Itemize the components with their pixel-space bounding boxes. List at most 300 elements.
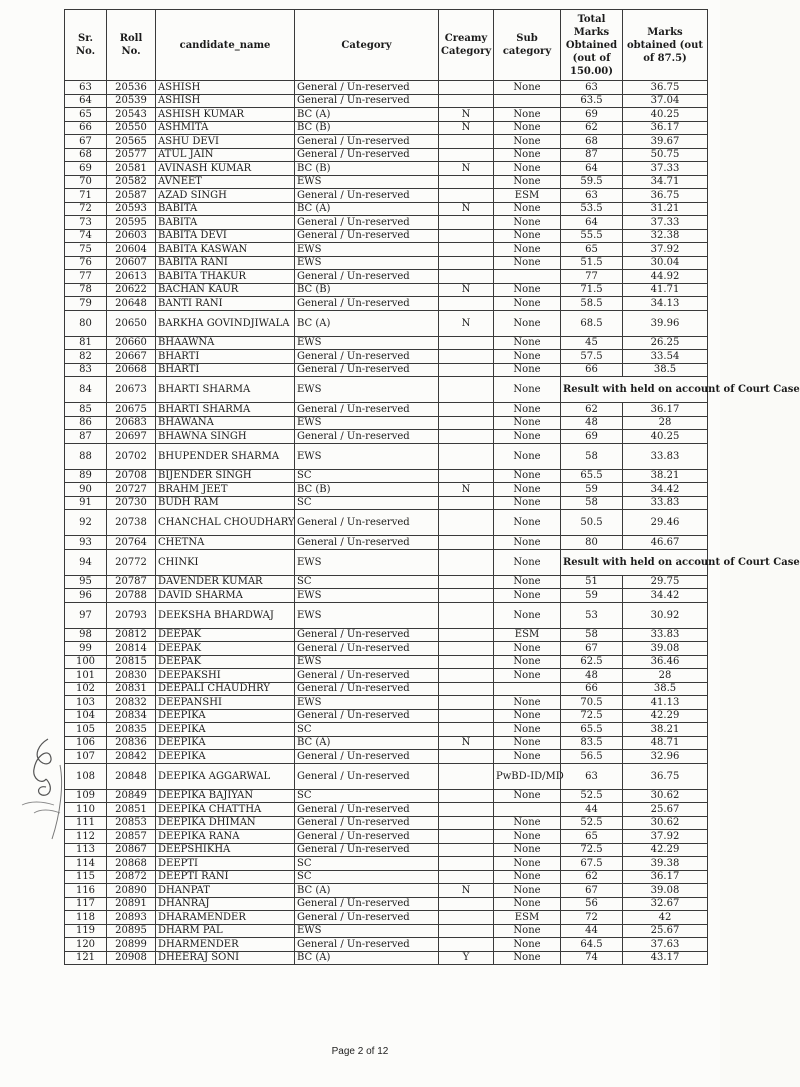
cell-sr: 101 [65, 669, 107, 683]
cell-name: ASHISH KUMAR [156, 108, 295, 122]
cell-sr: 121 [65, 951, 107, 965]
table-row [65, 297, 708, 311]
cell-creamy [439, 589, 494, 603]
cell-name: BHUPENDER SHARMA [156, 443, 295, 469]
cell-creamy [439, 628, 494, 642]
cell-roll: 20675 [107, 403, 156, 417]
cell-sub: None [494, 243, 561, 257]
cell-category: EWS [295, 549, 439, 575]
cell-sub: None [494, 283, 561, 297]
cell-sub: None [494, 256, 561, 270]
cell-marks: 42 [623, 911, 708, 925]
cell-category: EWS [295, 416, 439, 430]
cell-sr: 96 [65, 589, 107, 603]
cell-category: General / Un-reserved [295, 843, 439, 857]
cell-category: EWS [295, 256, 439, 270]
cell-marks: 46.67 [623, 536, 708, 550]
cell-roll: 20891 [107, 897, 156, 911]
cell-name: DEEPAK [156, 655, 295, 669]
cell-sr: 102 [65, 682, 107, 696]
cell-creamy [439, 655, 494, 669]
cell-total: 50.5 [561, 510, 623, 536]
cell-sr: 88 [65, 443, 107, 469]
cell-sr: 118 [65, 911, 107, 925]
cell-sub: None [494, 789, 561, 803]
table-row [65, 377, 708, 403]
cell-creamy [439, 763, 494, 789]
table-row [65, 243, 708, 257]
cell-category: BC (A) [295, 310, 439, 336]
cell-roll: 20814 [107, 642, 156, 656]
cell-roll: 20835 [107, 723, 156, 737]
cell-category: General / Un-reserved [295, 94, 439, 108]
cell-total: 56.5 [561, 750, 623, 764]
cell-sr: 104 [65, 709, 107, 723]
cell-marks: 36.75 [623, 763, 708, 789]
cell-sub: None [494, 202, 561, 216]
cell-category: SC [295, 870, 439, 884]
cell-category: SC [295, 469, 439, 483]
cell-sub: None [494, 602, 561, 628]
table-row [65, 283, 708, 297]
cell-category: EWS [295, 243, 439, 257]
cell-held-notice: Result with held on account of Court Case [561, 377, 708, 403]
cell-category: General / Un-reserved [295, 911, 439, 925]
cell-name: BABITA RANI [156, 256, 295, 270]
cell-roll: 20868 [107, 857, 156, 871]
cell-sub: None [494, 403, 561, 417]
cell-roll: 20895 [107, 924, 156, 938]
cell-sub: ESM [494, 911, 561, 925]
cell-sub: None [494, 363, 561, 377]
cell-sub: None [494, 750, 561, 764]
cell-sr: 81 [65, 336, 107, 350]
cell-roll: 20595 [107, 216, 156, 230]
cell-roll: 20899 [107, 938, 156, 952]
cell-creamy [439, 750, 494, 764]
cell-roll: 20832 [107, 696, 156, 710]
cell-name: BHARTI [156, 350, 295, 364]
cell-roll: 20603 [107, 229, 156, 243]
cell-sub: None [494, 297, 561, 311]
cell-marks: 38.5 [623, 363, 708, 377]
cell-marks: 30.62 [623, 816, 708, 830]
cell-sr: 83 [65, 363, 107, 377]
cell-total: 51.5 [561, 256, 623, 270]
table-row [65, 682, 708, 696]
cell-creamy [439, 135, 494, 149]
cell-marks: 37.04 [623, 94, 708, 108]
cell-creamy: N [439, 736, 494, 750]
cell-creamy [439, 175, 494, 189]
cell-sr: 117 [65, 897, 107, 911]
cell-name: DAVID SHARMA [156, 589, 295, 603]
cell-name: DEEPIKA CHATTHA [156, 803, 295, 817]
cell-name: AVINASH KUMAR [156, 162, 295, 176]
cell-name: DEEPAK [156, 628, 295, 642]
results-table [64, 9, 800, 965]
cell-name: BIJENDER SINGH [156, 469, 295, 483]
cell-sub: None [494, 830, 561, 844]
cell-category: General / Un-reserved [295, 189, 439, 203]
header-name: candidate_name [156, 10, 295, 81]
cell-sub: None [494, 496, 561, 510]
cell-name: DEEPSHIKHA [156, 843, 295, 857]
table-row [65, 189, 708, 203]
cell-category: General / Un-reserved [295, 135, 439, 149]
cell-category: General / Un-reserved [295, 297, 439, 311]
table-row [65, 363, 708, 377]
cell-sub: ESM [494, 628, 561, 642]
cell-sub: None [494, 310, 561, 336]
cell-sub: None [494, 175, 561, 189]
cell-marks: 38.21 [623, 469, 708, 483]
table-row [65, 430, 708, 444]
cell-creamy [439, 94, 494, 108]
cell-total: 58.5 [561, 297, 623, 311]
cell-category: EWS [295, 696, 439, 710]
cell-name: DEEPIKA BAJIYAN [156, 789, 295, 803]
cell-sub: None [494, 696, 561, 710]
cell-creamy [439, 270, 494, 284]
cell-roll: 20730 [107, 496, 156, 510]
cell-name: DEEPANSHI [156, 696, 295, 710]
cell-roll: 20853 [107, 816, 156, 830]
table-row [65, 403, 708, 417]
cell-name: BABITA KASWAN [156, 243, 295, 257]
cell-marks: 36.17 [623, 870, 708, 884]
cell-category: BC (A) [295, 884, 439, 898]
cell-category: General / Un-reserved [295, 682, 439, 696]
table-row [65, 628, 708, 642]
cell-marks: 32.38 [623, 229, 708, 243]
cell-creamy [439, 363, 494, 377]
table-row [65, 270, 708, 284]
cell-sr: 107 [65, 750, 107, 764]
cell-sr: 91 [65, 496, 107, 510]
cell-sub: None [494, 897, 561, 911]
cell-sub: None [494, 148, 561, 162]
cell-category: BC (B) [295, 483, 439, 497]
cell-sr: 76 [65, 256, 107, 270]
cell-name: DEEPIKA DHIMAN [156, 816, 295, 830]
cell-sub: None [494, 483, 561, 497]
cell-total: 44 [561, 924, 623, 938]
cell-roll: 20787 [107, 575, 156, 589]
table-row [65, 81, 708, 95]
cell-name: BARKHA GOVINDJIWALA [156, 310, 295, 336]
cell-sub [494, 270, 561, 284]
cell-marks: 38.5 [623, 682, 708, 696]
cell-marks: 37.33 [623, 162, 708, 176]
cell-creamy [439, 256, 494, 270]
cell-total: 58 [561, 496, 623, 510]
cell-name: DEEPIKA [156, 723, 295, 737]
cell-roll: 20613 [107, 270, 156, 284]
cell-sub: None [494, 816, 561, 830]
cell-name: ATUL JAIN [156, 148, 295, 162]
cell-total: 63.5 [561, 94, 623, 108]
table-row [65, 216, 708, 230]
cell-total: 70.5 [561, 696, 623, 710]
cell-name: DEEPTI RANI [156, 870, 295, 884]
table-row [65, 897, 708, 911]
table-row [65, 469, 708, 483]
cell-marks: 36.17 [623, 403, 708, 417]
table-row [65, 843, 708, 857]
cell-marks: 39.67 [623, 135, 708, 149]
table-row [65, 94, 708, 108]
cell-name: DEEKSHA BHARDWAJ [156, 602, 295, 628]
cell-name: BANTI RANI [156, 297, 295, 311]
cell-total: 58 [561, 443, 623, 469]
cell-sr: 68 [65, 148, 107, 162]
table-row [65, 911, 708, 925]
cell-category: SC [295, 857, 439, 871]
cell-sub: None [494, 736, 561, 750]
cell-roll: 20848 [107, 763, 156, 789]
cell-creamy [439, 843, 494, 857]
cell-total: 65 [561, 830, 623, 844]
header-category: Category [295, 10, 439, 81]
cell-creamy [439, 696, 494, 710]
cell-marks: 33.83 [623, 628, 708, 642]
table-row [65, 655, 708, 669]
table-row [65, 483, 708, 497]
cell-creamy [439, 682, 494, 696]
cell-sr: 105 [65, 723, 107, 737]
cell-sr: 112 [65, 830, 107, 844]
cell-category: EWS [295, 655, 439, 669]
cell-marks: 28 [623, 669, 708, 683]
cell-category: EWS [295, 589, 439, 603]
cell-name: DHEERAJ SONI [156, 951, 295, 965]
cell-marks: 26.25 [623, 336, 708, 350]
cell-sr: 72 [65, 202, 107, 216]
cell-total: 72.5 [561, 709, 623, 723]
header-sub: Sub category [494, 10, 561, 81]
cell-sr: 95 [65, 575, 107, 589]
cell-creamy [439, 377, 494, 403]
cell-creamy [439, 243, 494, 257]
cell-marks: 39.38 [623, 857, 708, 871]
cell-roll: 20842 [107, 750, 156, 764]
cell-sub: None [494, 336, 561, 350]
table-row [65, 696, 708, 710]
cell-category: EWS [295, 175, 439, 189]
cell-sub: None [494, 575, 561, 589]
cell-sub: None [494, 655, 561, 669]
cell-sub: None [494, 938, 561, 952]
table-row [65, 443, 708, 469]
cell-roll: 20849 [107, 789, 156, 803]
cell-category: BC (A) [295, 736, 439, 750]
cell-sr: 106 [65, 736, 107, 750]
cell-category: BC (A) [295, 108, 439, 122]
cell-marks: 33.83 [623, 496, 708, 510]
cell-name: AZAD SINGH [156, 189, 295, 203]
cell-sr: 108 [65, 763, 107, 789]
cell-roll: 20543 [107, 108, 156, 122]
cell-marks: 36.75 [623, 81, 708, 95]
table-row [65, 642, 708, 656]
table-row [65, 148, 708, 162]
cell-roll: 20622 [107, 283, 156, 297]
cell-roll: 20836 [107, 736, 156, 750]
cell-total: 65.5 [561, 469, 623, 483]
table-row [65, 310, 708, 336]
cell-marks: 38.21 [623, 723, 708, 737]
cell-total: 55.5 [561, 229, 623, 243]
cell-category: General / Un-reserved [295, 803, 439, 817]
table-row [65, 938, 708, 952]
cell-name: DHARMENDER [156, 938, 295, 952]
cell-category: General / Un-reserved [295, 270, 439, 284]
cell-creamy [439, 830, 494, 844]
cell-sub: None [494, 469, 561, 483]
cell-name: ASHMITA [156, 121, 295, 135]
cell-category: SC [295, 496, 439, 510]
cell-name: BHAAWNA [156, 336, 295, 350]
cell-sub: None [494, 350, 561, 364]
cell-roll: 20607 [107, 256, 156, 270]
cell-sr: 87 [65, 430, 107, 444]
cell-name: BABITA THAKUR [156, 270, 295, 284]
table-row [65, 256, 708, 270]
cell-creamy [439, 575, 494, 589]
cell-marks: 28 [623, 416, 708, 430]
cell-sr: 109 [65, 789, 107, 803]
header-roll: Roll No. [107, 10, 156, 81]
cell-category: General / Un-reserved [295, 363, 439, 377]
cell-sub [494, 682, 561, 696]
table-row [65, 350, 708, 364]
cell-total: 68 [561, 135, 623, 149]
cell-name: DEEPIKA [156, 750, 295, 764]
cell-total: 62.5 [561, 655, 623, 669]
cell-roll: 20604 [107, 243, 156, 257]
table-row [65, 763, 708, 789]
cell-roll: 20581 [107, 162, 156, 176]
cell-name: DHARAMENDER [156, 911, 295, 925]
cell-sr: 103 [65, 696, 107, 710]
cell-roll: 20587 [107, 189, 156, 203]
cell-sr: 73 [65, 216, 107, 230]
cell-total: 69 [561, 430, 623, 444]
table-row [65, 229, 708, 243]
cell-sub: None [494, 443, 561, 469]
cell-sr: 114 [65, 857, 107, 871]
cell-sub: None [494, 536, 561, 550]
table-row [65, 121, 708, 135]
cell-category: General / Un-reserved [295, 628, 439, 642]
cell-name: BHARTI SHARMA [156, 403, 295, 417]
cell-creamy [439, 350, 494, 364]
cell-marks: 39.08 [623, 642, 708, 656]
cell-sr: 97 [65, 602, 107, 628]
cell-total: 67 [561, 884, 623, 898]
table-row [65, 108, 708, 122]
cell-creamy [439, 148, 494, 162]
cell-roll: 20668 [107, 363, 156, 377]
cell-marks: 37.33 [623, 216, 708, 230]
cell-total: 80 [561, 536, 623, 550]
cell-creamy [439, 816, 494, 830]
cell-creamy [439, 496, 494, 510]
cell-creamy: N [439, 108, 494, 122]
cell-sr: 110 [65, 803, 107, 817]
table-row [65, 175, 708, 189]
cell-roll: 20788 [107, 589, 156, 603]
cell-roll: 20565 [107, 135, 156, 149]
cell-creamy [439, 443, 494, 469]
cell-marks: 44.92 [623, 270, 708, 284]
cell-roll: 20536 [107, 81, 156, 95]
cell-category: SC [295, 789, 439, 803]
cell-total: 59.5 [561, 175, 623, 189]
cell-name: CHANCHAL CHOUDHARY [156, 510, 295, 536]
cell-total: 66 [561, 363, 623, 377]
page-footer: Page 2 of 12 [331, 1046, 389, 1057]
table-row [65, 135, 708, 149]
cell-category: General / Un-reserved [295, 350, 439, 364]
cell-roll: 20867 [107, 843, 156, 857]
cell-roll: 20857 [107, 830, 156, 844]
cell-total: 63 [561, 763, 623, 789]
cell-marks: 40.25 [623, 108, 708, 122]
cell-total: 77 [561, 270, 623, 284]
cell-category: General / Un-reserved [295, 938, 439, 952]
cell-total: 59 [561, 483, 623, 497]
cell-category: General / Un-reserved [295, 229, 439, 243]
cell-roll: 20812 [107, 628, 156, 642]
cell-roll: 20550 [107, 121, 156, 135]
cell-creamy [439, 536, 494, 550]
cell-creamy [439, 216, 494, 230]
table-row [65, 736, 708, 750]
cell-sub: None [494, 709, 561, 723]
cell-sr: 65 [65, 108, 107, 122]
table-row [65, 336, 708, 350]
cell-held-notice: Result with held on account of Court Case [561, 549, 708, 575]
cell-creamy [439, 416, 494, 430]
cell-marks: 33.83 [623, 443, 708, 469]
cell-sr: 63 [65, 81, 107, 95]
cell-creamy: N [439, 310, 494, 336]
cell-roll: 20660 [107, 336, 156, 350]
cell-sr: 98 [65, 628, 107, 642]
cell-sub: None [494, 723, 561, 737]
table-row [65, 589, 708, 603]
cell-total: 72.5 [561, 843, 623, 857]
cell-creamy: N [439, 283, 494, 297]
cell-total: 64 [561, 216, 623, 230]
cell-category: General / Un-reserved [295, 403, 439, 417]
cell-total: 83.5 [561, 736, 623, 750]
cell-name: CHETNA [156, 536, 295, 550]
cell-marks: 39.08 [623, 884, 708, 898]
table-row [65, 669, 708, 683]
table-row [65, 496, 708, 510]
table-row [65, 857, 708, 871]
cell-creamy: N [439, 884, 494, 898]
cell-name: BHARTI [156, 363, 295, 377]
cell-total: 45 [561, 336, 623, 350]
table-header [65, 10, 708, 81]
cell-sub: None [494, 951, 561, 965]
cell-sr: 120 [65, 938, 107, 952]
cell-total: 66 [561, 682, 623, 696]
